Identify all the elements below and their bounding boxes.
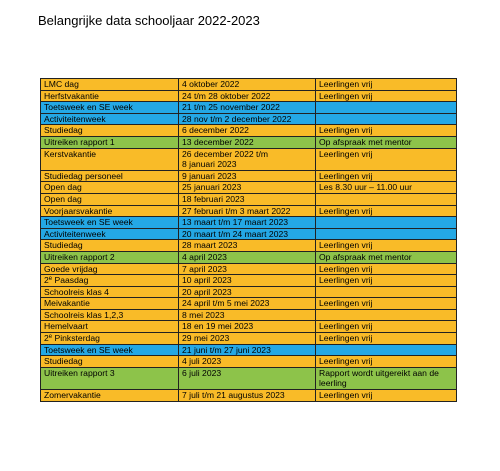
note-cell: Leerlingen vrij — [316, 205, 457, 217]
note-cell: Leerlingen vrij — [316, 170, 457, 182]
event-cell — [41, 79, 179, 91]
table-row — [41, 390, 457, 402]
note-cell: Leerlingen vrij — [316, 390, 457, 402]
event-cell — [41, 309, 179, 321]
note-cell: Leerlingen vrij — [316, 333, 457, 345]
event-cell — [41, 136, 179, 148]
table-row — [41, 205, 457, 217]
note-cell: Leerlingen vrij — [316, 125, 457, 137]
page-title: Belangrijke data schooljaar 2022-2023 — [38, 13, 260, 28]
event-name: Voorjaarsvakantie — [44, 205, 113, 216]
date-text: 20 april 2023 — [182, 286, 232, 297]
event-cell — [41, 356, 179, 368]
event-cell — [41, 367, 179, 389]
date-text: 28 nov t/m 2 december 2022 — [182, 113, 292, 124]
date-cell — [179, 333, 316, 345]
date-text: 13 maart t/m 17 maart 2023 — [182, 217, 289, 228]
note-cell — [316, 217, 457, 229]
event-name: Activiteitenweek — [44, 113, 106, 124]
table-row — [41, 125, 457, 137]
date-cell — [179, 182, 316, 194]
date-cell — [179, 228, 316, 240]
date-cell — [179, 102, 316, 114]
event-name: Schoolreis klas 1,2,3 — [44, 309, 124, 320]
date-cell — [179, 286, 316, 298]
date-text: 4 april 2023 — [182, 251, 227, 262]
table-row — [41, 298, 457, 310]
event-name: Open dag — [44, 182, 82, 193]
event-name: Schoolreis klas 4 — [44, 286, 109, 297]
note-cell — [316, 309, 457, 321]
table-row — [41, 240, 457, 252]
event-cell — [41, 205, 179, 217]
date-cell — [179, 251, 316, 263]
event-name: Studiedag personeel — [44, 170, 123, 181]
event-name: Meivakantie — [44, 298, 90, 309]
event-cell — [41, 240, 179, 252]
note-cell — [316, 228, 457, 240]
event-cell — [41, 148, 179, 170]
date-cell — [179, 125, 316, 137]
date-cell — [179, 356, 316, 368]
table-row — [41, 170, 457, 182]
note-cell — [316, 113, 457, 125]
event-name: Pinksterdag — [52, 333, 100, 344]
event-name: Paasdag — [52, 275, 89, 286]
date-text: 8 mei 2023 — [182, 309, 225, 320]
date-text: 7 april 2023 — [182, 263, 227, 274]
date-cell — [179, 390, 316, 402]
event-name: Hemelvaart — [44, 321, 88, 332]
event-name: Herfstvakantie — [44, 90, 99, 101]
date-text: 20 maart t/m 24 maart 2023 — [182, 228, 289, 239]
date-cell — [179, 275, 316, 287]
schedule-table — [40, 78, 457, 402]
date-cell — [179, 193, 316, 205]
event-name: Studiedag — [44, 356, 83, 367]
date-text: 6 juli 2023 — [182, 367, 222, 378]
event-name: Uitreiken rapport 1 — [44, 136, 115, 147]
table-row — [41, 136, 457, 148]
date-text: 21 t/m 25 november 2022 — [182, 102, 280, 113]
date-text: 24 t/m 28 oktober 2022 — [182, 90, 271, 101]
note-cell: Leerlingen vrij — [316, 79, 457, 91]
date-cell — [179, 170, 316, 182]
event-cell — [41, 275, 179, 287]
event-name: Open dag — [44, 193, 82, 204]
date-cell — [179, 79, 316, 91]
date-cell — [179, 205, 316, 217]
event-name: Uitreiken rapport 3 — [44, 367, 115, 378]
date-text: 9 januari 2023 — [182, 170, 237, 181]
table-row — [41, 367, 457, 389]
event-cell — [41, 286, 179, 298]
note-cell: Leerlingen vrij — [316, 240, 457, 252]
event-cell — [41, 90, 179, 102]
note-cell: Rapport wordt uitgereikt aan de leerling — [316, 367, 457, 389]
event-cell — [41, 333, 179, 345]
event-name: Toetsweek en SE week — [44, 217, 133, 228]
table-row — [41, 193, 457, 205]
date-text-continued: 8 januari 2023 — [182, 159, 237, 170]
table-row — [41, 113, 457, 125]
event-name: LMC dag — [44, 79, 79, 89]
table-row — [41, 309, 457, 321]
table-row — [41, 286, 457, 298]
table-row — [41, 90, 457, 102]
note-cell: Op afspraak met mentor — [316, 136, 457, 148]
note-cell — [316, 286, 457, 298]
event-name: Goede vrijdag — [44, 263, 98, 274]
event-cell — [41, 193, 179, 205]
date-cell — [179, 344, 316, 356]
date-text: 27 februari t/m 3 maart 2022 — [182, 205, 291, 216]
table-row — [41, 102, 457, 114]
note-cell: Op afspraak met mentor — [316, 251, 457, 263]
event-ordinal: 2 — [44, 275, 49, 286]
event-name: Toetsweek en SE week — [44, 102, 133, 113]
table-row — [41, 344, 457, 356]
table-row — [41, 251, 457, 263]
table-row — [41, 79, 457, 91]
event-cell — [41, 228, 179, 240]
date-cell — [179, 367, 316, 389]
note-cell: Leerlingen vrij — [316, 263, 457, 275]
note-cell — [316, 102, 457, 114]
date-cell — [179, 148, 316, 170]
event-cell — [41, 125, 179, 137]
date-cell — [179, 90, 316, 102]
event-cell — [41, 298, 179, 310]
date-text: 25 januari 2023 — [182, 182, 242, 193]
event-name: Studiedag — [44, 125, 83, 136]
event-cell — [41, 263, 179, 275]
note-cell: Leerlingen vrij — [316, 90, 457, 102]
event-name: Studiedag — [44, 240, 83, 251]
date-text: 26 december 2022 t/m — [182, 148, 268, 159]
event-cell — [41, 113, 179, 125]
date-cell — [179, 240, 316, 252]
table-row — [41, 182, 457, 194]
note-cell — [316, 344, 457, 356]
date-text: 10 april 2023 — [182, 275, 232, 286]
date-text: 6 december 2022 — [182, 125, 249, 136]
note-cell: Les 8.30 uur – 11.00 uur — [316, 182, 457, 194]
date-text: 7 juli t/m 21 augustus 2023 — [182, 390, 285, 401]
event-cell — [41, 321, 179, 333]
date-cell — [179, 136, 316, 148]
event-cell — [41, 390, 179, 402]
event-cell — [41, 182, 179, 194]
date-cell — [179, 321, 316, 333]
event-ordinal: 2 — [44, 333, 49, 344]
event-ordinal-suffix: e — [48, 334, 53, 341]
date-cell — [179, 263, 316, 275]
event-cell — [41, 344, 179, 356]
table-row — [41, 263, 457, 275]
date-text: 21 juni t/m 27 juni 2023 — [182, 344, 271, 355]
date-text: 4 oktober 2022 — [182, 79, 240, 89]
table-row — [41, 356, 457, 368]
schedule-body — [41, 79, 457, 402]
event-cell — [41, 102, 179, 114]
date-cell — [179, 217, 316, 229]
date-text: 18 en 19 mei 2023 — [182, 321, 254, 332]
date-text: 18 februari 2023 — [182, 193, 245, 204]
table-row — [41, 333, 457, 345]
date-text: 28 maart 2023 — [182, 240, 238, 251]
date-text: 29 mei 2023 — [182, 333, 230, 344]
event-name: Activiteitenweek — [44, 228, 106, 239]
event-cell — [41, 251, 179, 263]
table-row — [41, 275, 457, 287]
date-text: 13 december 2022 — [182, 136, 254, 147]
note-cell — [316, 193, 457, 205]
table-row — [41, 148, 457, 170]
note-cell: Leerlingen vrij — [316, 275, 457, 287]
event-name: Uitreiken rapport 2 — [44, 251, 115, 262]
note-cell: Leerlingen vrij — [316, 321, 457, 333]
event-ordinal-suffix: e — [48, 276, 53, 283]
note-cell: Leerlingen vrij — [316, 148, 457, 170]
event-name: Toetsweek en SE week — [44, 344, 133, 355]
date-cell — [179, 309, 316, 321]
table-row — [41, 228, 457, 240]
note-cell: Leerlingen vrij — [316, 356, 457, 368]
table-row — [41, 321, 457, 333]
event-cell — [41, 217, 179, 229]
date-text: 4 juli 2023 — [182, 356, 222, 367]
date-cell — [179, 113, 316, 125]
date-text: 24 april t/m 5 mei 2023 — [182, 298, 270, 309]
table-row — [41, 217, 457, 229]
event-name: Zomervakantie — [44, 390, 101, 401]
date-cell — [179, 298, 316, 310]
note-cell: Leerlingen vrij — [316, 298, 457, 310]
event-cell — [41, 170, 179, 182]
event-name: Kerstvakantie — [44, 148, 97, 159]
